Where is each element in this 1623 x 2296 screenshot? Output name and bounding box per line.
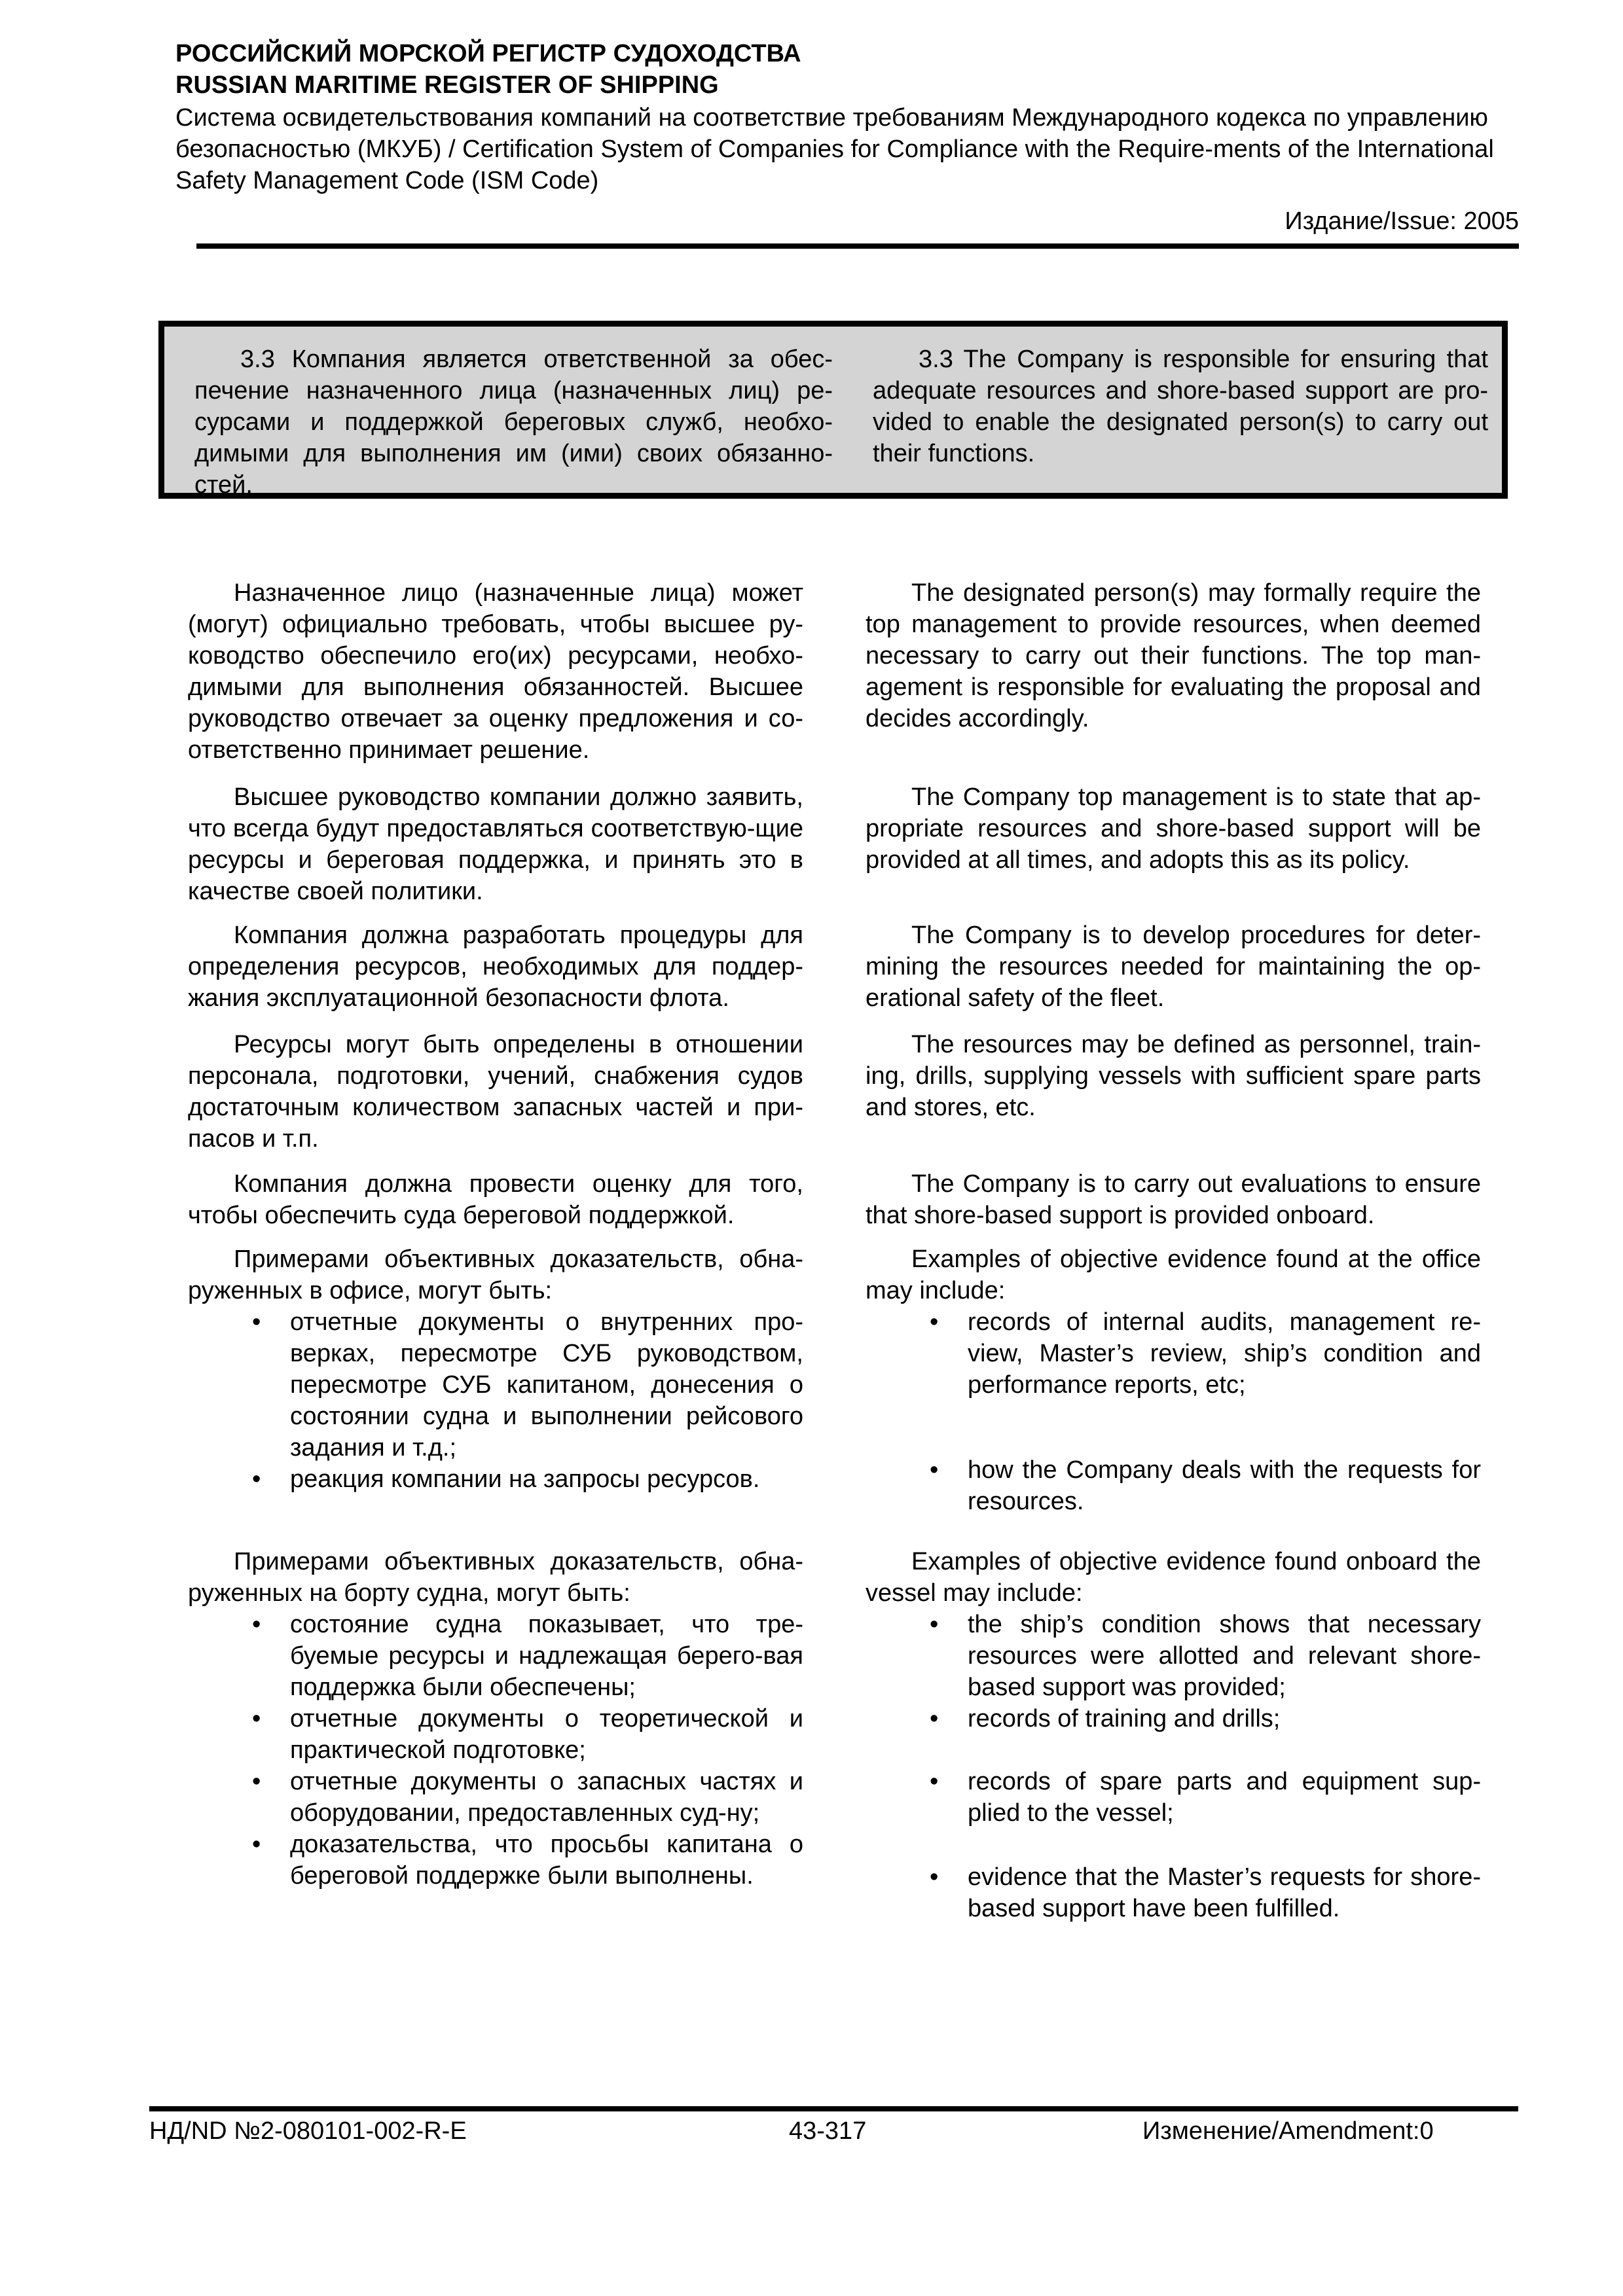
footer-divider	[149, 2106, 1518, 2111]
organization-name-ru: РОССИЙСКИЙ МОРСКОЙ РЕГИСТР СУДОХОДСТВА	[175, 40, 801, 67]
list-item: • состояние судна показывает, что тре-буемые ресурсы и надлежащая берего-вая поддержка были обеспечены;	[252, 1609, 803, 1703]
guidance-paragraph-ru-1: Назначенное лицо (назначенные лица) может (могут) официально требовать, чтобы высшее ру-ководство обеспечило его(их) ресурсами, необхо-димыми для выполнения обязанностей. Высшее руководство отвечает за оценку предложения и со-ответственно принимает решение.	[188, 579, 803, 764]
list-item: • доказательства, что просьбы капитана о береговой поддержке были выполнены.	[252, 1829, 803, 1892]
office-evidence-intro-ru: Примерами объективных доказательств, обна-руженных в офисе, могут быть:	[188, 1246, 803, 1304]
bullet-icon: •	[930, 1705, 939, 1732]
onboard-evidence-list-en	[930, 1609, 1481, 1924]
requirement-box	[158, 321, 1508, 499]
guidance-paragraph-en-1: The designated person(s) may formally require the top management to provide resources, when deemed necessary to carry out their functions. The top man-agement is responsible for evaluating the proposal and decides accordingly.	[866, 579, 1481, 732]
list-item: • records of spare parts and equipment sup-plied to the vessel;	[930, 1766, 1481, 1829]
bullet-icon: •	[252, 1308, 261, 1336]
bullet-icon: •	[930, 1863, 939, 1891]
onboard-evidence-intro-ru: Примерами объективных доказательств, обна-руженных на борту судна, могут быть:	[188, 1548, 803, 1607]
onboard-evidence-list-ru	[252, 1609, 803, 1892]
amendment-number: Изменение/Amendment:0	[1142, 2117, 1434, 2145]
office-evidence-intro-en: Examples of objective evidence found at the office may include:	[866, 1246, 1481, 1304]
guidance-paragraph-en-4: The resources may be defined as personnel, train-ing, drills, supplying vessels with sufficient spare parts and stores, etc.	[866, 1031, 1481, 1121]
page-number: 43-317	[789, 2117, 867, 2145]
bullet-icon: •	[930, 1308, 939, 1336]
guidance-paragraph-ru-2: Высшее руководство компании должно заявить, что всегда будут предоставляться соответствую-щие ресурсы и береговая поддержка, и принять это в качестве своей политики.	[188, 783, 803, 905]
organization-name-en: RUSSIAN MARITIME REGISTER OF SHIPPING	[175, 71, 719, 99]
bullet-icon: •	[252, 1768, 261, 1795]
office-evidence-list-ru	[252, 1306, 803, 1495]
list-item: • отчетные документы о теоретической и практической подготовке;	[252, 1703, 803, 1766]
bullet-icon: •	[252, 1831, 261, 1858]
list-item: • how the Company deals with the requests for resources.	[930, 1454, 1481, 1517]
bullet-icon: •	[930, 1768, 939, 1795]
guidance-paragraph-en-5: The Company is to carry out evaluations to ensure that shore-based support is provided onboard.	[866, 1170, 1481, 1229]
bullet-icon: •	[930, 1456, 939, 1484]
requirement-text-ru: 3.3 Компания является ответственной за обес-печение назначенного лица (назначенных лиц) ре-сурсами и поддержкой береговых служб, необхо-димыми для выполнения им (ими) своих обязанно-стей.	[194, 346, 833, 499]
list-item: • evidence that the Master’s requests for shore-based support have been fulfilled.	[930, 1861, 1481, 1924]
guidance-paragraph-ru-4: Ресурсы могут быть определены в отношении персонала, подготовки, учений, снабжения судов достаточным количеством запасных частей и при-пасов и т.п.	[188, 1031, 803, 1153]
guidance-paragraph-ru-5: Компания должна провести оценку для того, чтобы обеспечить суда береговой поддержкой.	[188, 1170, 803, 1229]
list-item: • records of internal audits, management re-view, Master’s review, ship’s condition and performance reports, etc;	[930, 1306, 1481, 1401]
bullet-icon: •	[930, 1611, 939, 1638]
document-number: НД/ND №2-080101-002-R-E	[149, 2117, 467, 2145]
list-item: • реакция компании на запросы ресурсов.	[252, 1463, 803, 1495]
bullet-icon: •	[252, 1705, 261, 1732]
guidance-paragraph-en-3: The Company is to develop procedures for deter-mining the resources needed for maintaining the op-erational safety of the fleet.	[866, 922, 1481, 1012]
office-evidence-list-en	[930, 1306, 1481, 1517]
certification-system-title: Система освидетельствования компаний на соответствие требованиям Международного кодекса по управлению безопасностью (МКУБ) / Certification System of Companies for Compliance with the Require-ments of the International Safety Management Code (ISM Code)	[175, 104, 1494, 194]
document-header	[175, 38, 1519, 237]
list-item: • the ship’s condition shows that necessary resources were allotted and relevant shore-based support was provided;	[930, 1609, 1481, 1703]
list-item: • records of training and drills;	[930, 1703, 1481, 1734]
list-item: • отчетные документы о запасных частях и оборудовании, предоставленных суд-ну;	[252, 1766, 803, 1829]
bullet-icon: •	[252, 1465, 261, 1493]
bullet-icon: •	[252, 1611, 261, 1638]
issue-year: Издание/Issue: 2005	[1285, 207, 1519, 235]
header-divider	[196, 243, 1519, 249]
onboard-evidence-intro-en: Examples of objective evidence found onboard the vessel may include:	[866, 1548, 1481, 1607]
requirement-text-en: 3.3 The Company is responsible for ensuring that adequate resources and shore-based support are pro-vided to enable the designated person(s) to carry out their functions.	[873, 346, 1488, 467]
guidance-paragraph-en-2: The Company top management is to state that ap-propriate resources and shore-based support will be provided at all times, and adopts this as its policy.	[866, 783, 1481, 874]
guidance-paragraph-ru-3: Компания должна разработать процедуры для определения ресурсов, необходимых для поддер-жания эксплуатационной безопасности флота.	[188, 922, 803, 1012]
list-item: • отчетные документы о внутренних про-верках, пересмотре СУБ руководством, пересмотре СУБ капитаном, донесения о состоянии судна и выполнении рейсового задания и т.д.;	[252, 1306, 803, 1463]
